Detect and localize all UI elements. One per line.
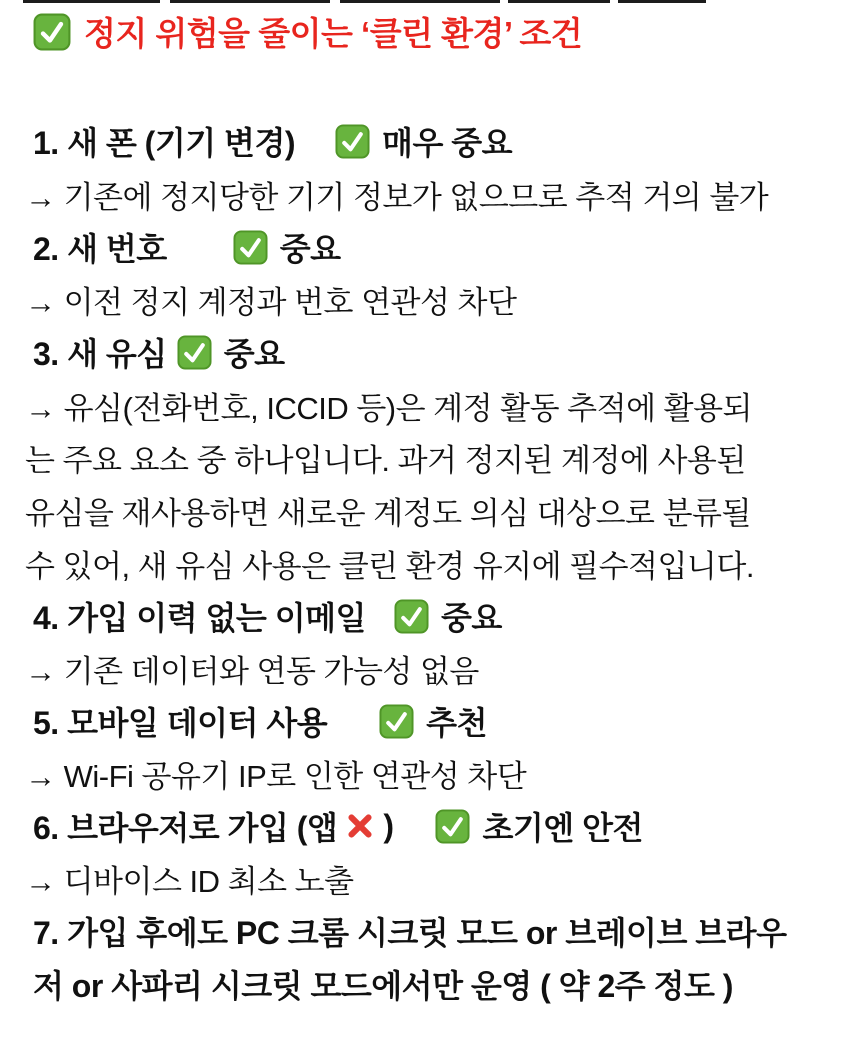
item-7-heading-line-1: 7. 가입 후에도 PC 크롬 시크릿 모드 or 브레이브 브라우 — [33, 915, 787, 951]
item-2-heading — [33, 221, 341, 273]
item-5-heading-text: 5. 모바일 데이터 사용 — [33, 705, 328, 741]
item-6-description: → 디바이스 ID 최소 노출 — [25, 863, 354, 899]
check-emoji-icon — [335, 124, 370, 159]
item-2-heading-text: 2. 새 번호 — [33, 231, 167, 267]
importance-badge: 중요 — [440, 600, 502, 636]
check-emoji-icon — [435, 809, 470, 844]
importance-badge: 중요 — [223, 336, 285, 372]
item-3-heading — [33, 326, 285, 378]
item-1-heading-text: 1. 새 폰 (기기 변경) — [33, 125, 296, 161]
item-3-description-line-1: → 유심(전화번호, ICCID 등)은 계정 활동 추적에 활용되 — [25, 390, 752, 426]
check-emoji-icon — [379, 704, 414, 739]
top-crop-artifact — [170, 0, 330, 3]
item-4-heading — [33, 590, 502, 642]
item-3-description-line-3: 유심을 재사용하면 새로운 계정도 의심 대상으로 분류될 — [25, 495, 751, 531]
item-7-heading-line-2: 저 or 사파리 시크릿 모드에서만 운영 ( 약 2주 정도 ) — [33, 968, 733, 1004]
cross-mark-emoji-icon — [343, 809, 377, 843]
item-3-description-line-2: 는 주요 요소 중 하나입니다. 과거 정지된 계정에 사용된 — [25, 442, 746, 478]
check-emoji-icon — [33, 13, 71, 51]
page-title-text: 정지 위험을 줄이는 ‘클린 환경’ 조건 — [84, 15, 583, 52]
top-crop-artifact — [618, 0, 706, 3]
top-crop-artifact — [23, 0, 160, 3]
item-5-description: → Wi-Fi 공유기 IP로 인한 연관성 차단 — [25, 758, 527, 794]
top-crop-artifact — [340, 0, 500, 3]
check-emoji-icon — [233, 230, 268, 265]
importance-badge: 추천 — [426, 705, 487, 741]
item-6-heading — [33, 800, 643, 852]
item-6-heading-text-post: ) — [383, 807, 394, 844]
check-emoji-icon — [177, 335, 212, 370]
item-5-heading — [33, 695, 487, 747]
item-3-description-line-4: 수 있어, 새 유심 사용은 클린 환경 유지에 필수적입니다. — [25, 548, 754, 584]
importance-badge: 중요 — [279, 231, 341, 267]
check-emoji-icon — [394, 599, 429, 634]
importance-badge: 초기엔 안전 — [482, 810, 643, 846]
item-2-description: → 이전 정지 계정과 번호 연관성 차단 — [25, 284, 517, 320]
item-3-heading-text: 3. 새 유심 — [33, 336, 167, 372]
page-title — [33, 8, 582, 55]
item-1-description: → 기존에 정지당한 기기 정보가 없으므로 추적 거의 불가 — [25, 179, 769, 215]
item-4-heading-text: 4. 가입 이력 없는 이메일 — [33, 600, 366, 636]
importance-badge: 매우 중요 — [382, 125, 513, 161]
top-crop-artifact — [508, 0, 610, 3]
item-6-heading-text-pre: 6. 브라우저로 가입 (앱 — [33, 810, 338, 846]
item-4-description: → 기존 데이터와 연동 가능성 없음 — [25, 653, 479, 689]
item-1-heading — [33, 115, 512, 167]
